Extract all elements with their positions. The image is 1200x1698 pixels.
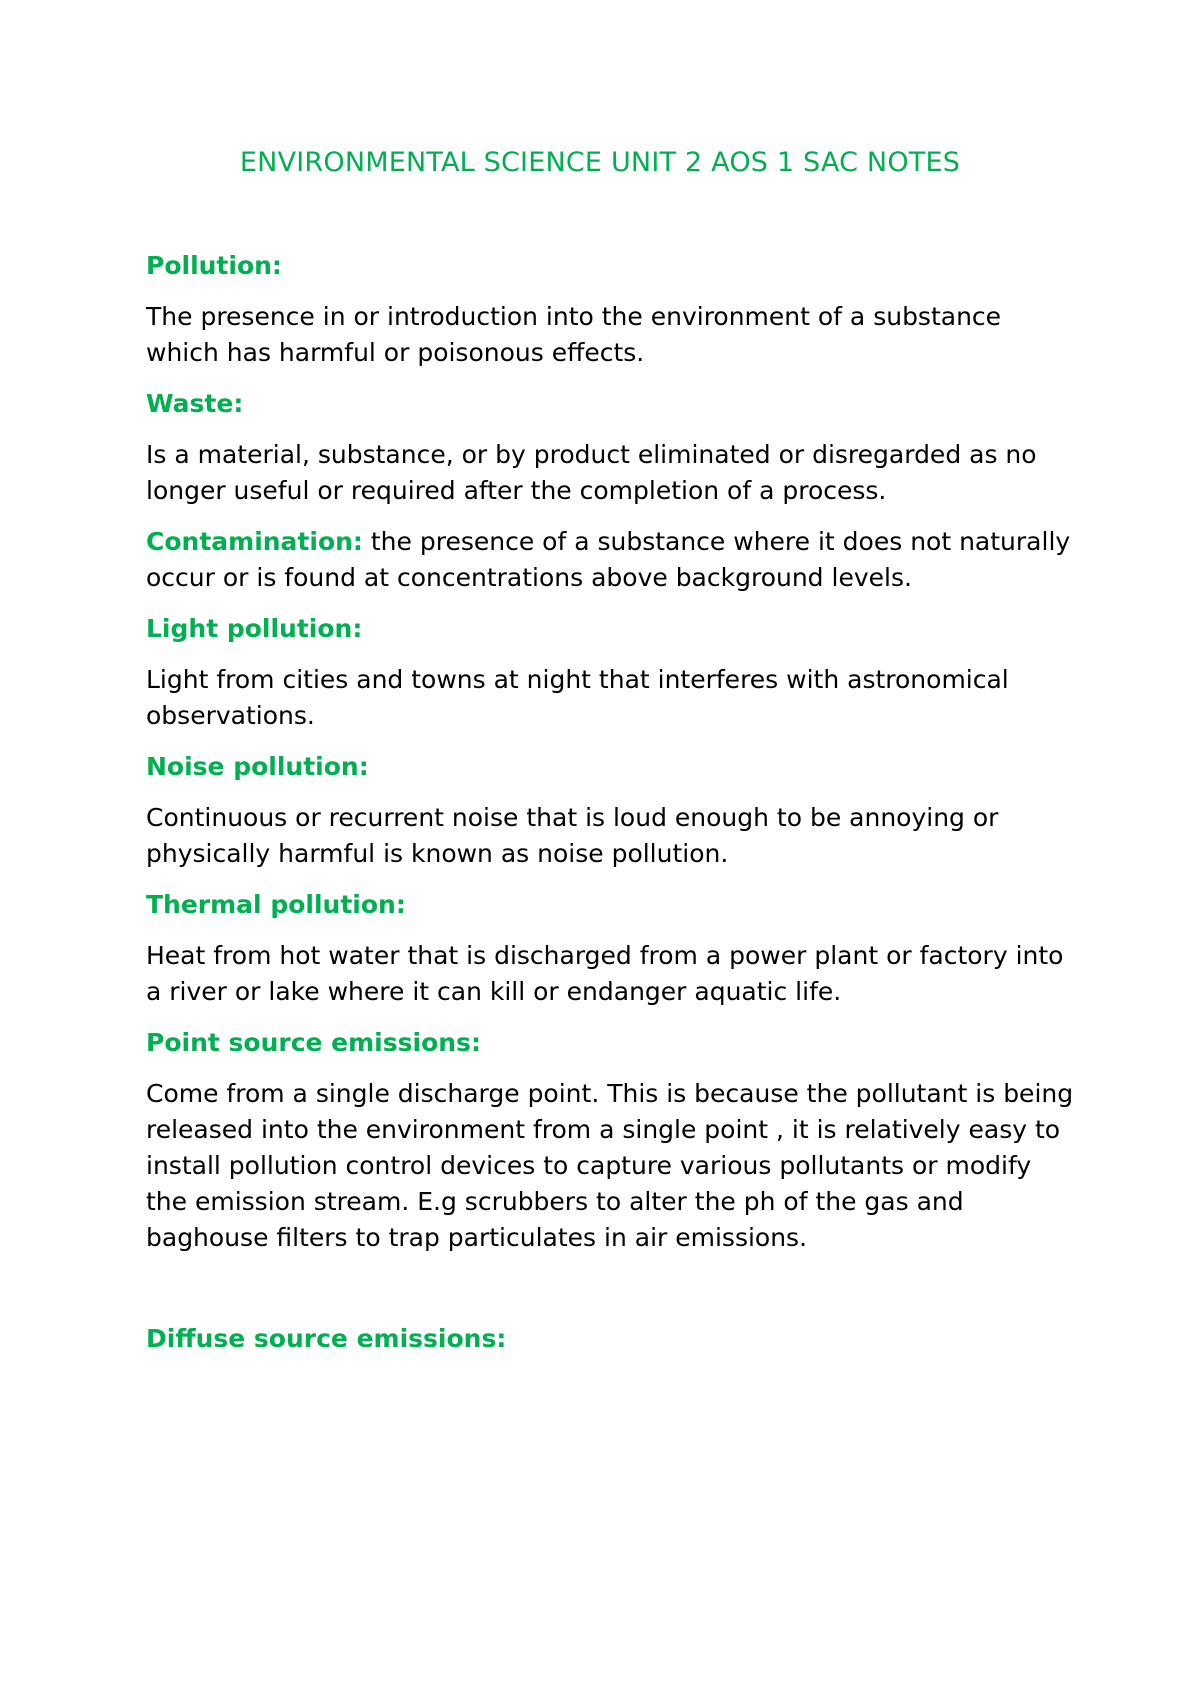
heading-light-pollution: Light pollution:	[146, 614, 363, 643]
definition-point-source-emissions: Come from a single discharge point. This is because the pollutant is being released into the environment from a single point , it is relatively easy to install pollution control devices to capture various pollutants or modify the emission stream. E.g scrubbers to alter the ph of the gas and baghouse filters to trap particulates in air emissions.	[146, 1079, 1074, 1252]
definition-waste: Is a material, substance, or by product eliminated or disregarded as no longer useful or required after the completion of a process.	[146, 440, 1037, 505]
heading-point-source-emissions: Point source emissions:	[146, 1028, 481, 1057]
definition-contamination: the presence of a substance where it does not naturally occur or is found at concentrations above background levels.	[146, 527, 1071, 592]
definition-thermal-pollution: Heat from hot water that is discharged from a power plant or factory into a river or lake where it can kill or endanger aquatic life.	[146, 941, 1064, 1006]
definition-pollution: The presence in or introduction into the environment of a substance which has harmful or poisonous effects.	[146, 302, 1002, 367]
heading-pollution: Pollution:	[146, 251, 282, 280]
heading-noise-pollution: Noise pollution:	[146, 752, 369, 781]
definition-light-pollution: Light from cities and towns at night that interferes with astronomical observations.	[146, 665, 1009, 730]
heading-contamination: Contamination:	[146, 527, 363, 556]
document-content	[146, 248, 1076, 1357]
document-title: ENVIRONMENTAL SCIENCE UNIT 2 AOS 1 SAC NOTES	[239, 147, 961, 178]
heading-waste: Waste:	[146, 389, 244, 418]
heading-thermal-pollution: Thermal pollution:	[146, 890, 406, 919]
definition-noise-pollution: Continuous or recurrent noise that is loud enough to be annoying or physically harmful is known as noise pollution.	[146, 803, 999, 868]
heading-diffuse-source-emissions: Diffuse source emissions:	[146, 1324, 507, 1353]
definition-contamination-paragraph	[146, 524, 1076, 596]
